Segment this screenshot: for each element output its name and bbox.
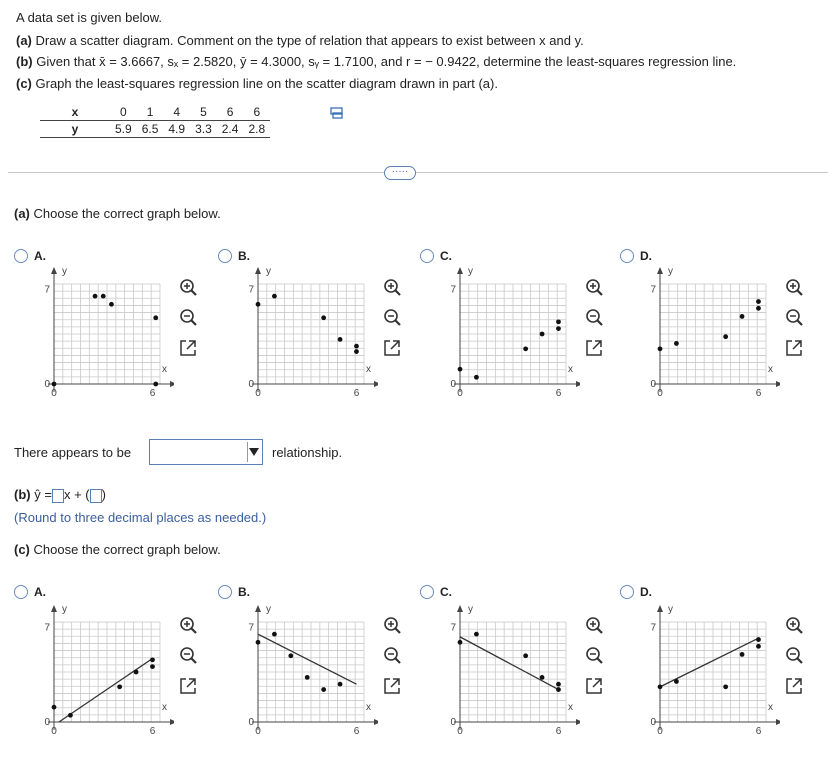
handle-shape [797, 320, 802, 325]
scatter-plot[interactable] [228, 262, 378, 412]
part-c-text: Graph the least-squares regression line on the scatter diagram drawn in part (a). [35, 76, 498, 91]
arrow-shape [593, 679, 601, 687]
graph-option-label: D. [640, 249, 652, 263]
x-plus-label: x + [63, 487, 82, 502]
graph-option-radio[interactable] [620, 249, 634, 263]
y-axis-arrow [255, 605, 261, 612]
x-header: x [71, 105, 79, 119]
data-point [674, 679, 679, 684]
zoom-out-icon[interactable] [784, 308, 804, 328]
handle-shape [797, 658, 802, 663]
data-point [723, 334, 728, 339]
handle-shape [597, 320, 602, 325]
x-axis-arrow [576, 381, 580, 387]
arrow-shape [793, 341, 801, 349]
y-axis-label: y [266, 266, 271, 277]
y-axis-label: y [668, 604, 673, 615]
x-zero-tick: 0 [51, 726, 57, 737]
handle-shape [395, 320, 400, 325]
y-axis-arrow [457, 605, 463, 612]
data-point [338, 337, 343, 342]
x-cell: 6 [253, 105, 261, 119]
scatter-plot[interactable] [430, 262, 580, 412]
x-zero-tick: 0 [457, 726, 463, 737]
arrow-shape [187, 341, 195, 349]
x-max-tick: 6 [555, 726, 562, 737]
popout-icon[interactable] [584, 338, 604, 358]
y-zero-tick: 0 [450, 379, 456, 390]
data-point [150, 664, 155, 669]
zoom-out-icon[interactable] [784, 646, 804, 666]
x-axis-arrow [374, 381, 378, 387]
arrow-shape [391, 679, 399, 687]
y-cell: 2.4 [221, 122, 239, 136]
data-point [321, 315, 326, 320]
y-max-tick: 7 [248, 284, 254, 296]
handle-shape [395, 658, 400, 663]
x-zero-tick: 0 [255, 726, 261, 737]
data-point [474, 375, 479, 380]
handle-shape [797, 628, 802, 633]
data-point [256, 640, 261, 645]
x-zero-tick: 0 [255, 388, 261, 399]
part-c-instruction [16, 76, 498, 91]
data-point [150, 657, 155, 662]
section-c-label: (c) [14, 542, 30, 557]
popout-icon[interactable] [382, 676, 402, 696]
more-button[interactable]: ····· [384, 166, 416, 180]
zoom-in-icon[interactable] [784, 278, 804, 298]
data-point [354, 344, 359, 349]
section-a-prompt [14, 206, 221, 221]
handle-shape [597, 658, 602, 663]
data-point [556, 319, 561, 324]
data-point [101, 294, 106, 299]
zoom-out-icon[interactable] [178, 308, 198, 328]
yhat-label: ŷ = [34, 487, 52, 502]
graph-option-radio[interactable] [14, 249, 28, 263]
table-row-y [40, 121, 270, 138]
data-point [338, 682, 343, 687]
x-axis-arrow [776, 381, 780, 387]
handle-shape [191, 628, 196, 633]
dropdown-divider [247, 442, 248, 462]
y-axis-label: y [668, 266, 673, 277]
data-point [68, 713, 73, 718]
data-point [288, 653, 293, 658]
graph-option-label: A. [34, 249, 46, 263]
x-axis-label: x [366, 702, 371, 713]
popout-icon[interactable] [178, 676, 198, 696]
arrow-shape [793, 679, 801, 687]
popout-icon[interactable] [784, 676, 804, 696]
data-point [740, 314, 745, 319]
x-axis-arrow [170, 719, 174, 725]
x-axis-arrow [374, 719, 378, 725]
data-point [723, 684, 728, 689]
y-zero-tick: 0 [650, 717, 656, 728]
section-a-label: (a) [14, 206, 30, 221]
y-max-tick: 7 [450, 622, 456, 634]
y-axis-arrow [657, 605, 663, 612]
handle-shape [597, 290, 602, 295]
part-b-instruction [16, 54, 736, 69]
x-axis-label: x [162, 702, 167, 713]
x-max-tick: 6 [353, 388, 360, 399]
x-axis-label: x [568, 702, 573, 713]
data-point [523, 653, 528, 658]
zoom-in-icon[interactable] [178, 616, 198, 636]
data-point [153, 382, 158, 387]
y-cell: 3.3 [195, 122, 212, 136]
zoom-out-icon[interactable] [584, 308, 604, 328]
x-axis-label: x [366, 364, 371, 375]
y-axis-arrow [51, 605, 57, 612]
y-axis-label: y [62, 604, 67, 615]
x-cell: 0 [120, 105, 127, 119]
y-zero-tick: 0 [248, 717, 254, 728]
y-max-tick: 7 [44, 284, 50, 296]
y-zero-tick: 0 [650, 379, 656, 390]
x-axis-label: x [768, 364, 773, 375]
data-point [117, 684, 122, 689]
handle-shape [191, 290, 196, 295]
zoom-in-icon[interactable] [784, 616, 804, 636]
graph-option-radio[interactable] [420, 249, 434, 263]
graph-option-radio[interactable] [620, 585, 634, 599]
data-point [52, 705, 57, 710]
data-point [93, 294, 98, 299]
y-cell: 6.5 [141, 122, 159, 136]
x-zero-tick: 0 [657, 388, 663, 399]
y-zero-tick: 0 [248, 379, 254, 390]
data-point [134, 670, 139, 675]
section-a-text: Choose the correct graph below. [33, 206, 221, 221]
regression-equation: (b) ŷ = x + ( ) [14, 487, 106, 502]
arrow-shape [391, 341, 399, 349]
x-max-tick: 6 [149, 388, 156, 399]
x-max-tick: 6 [555, 388, 562, 399]
relationship-suffix: relationship. [272, 445, 343, 460]
handle-shape [395, 290, 400, 295]
scatter-plot[interactable] [630, 262, 780, 412]
y-zero-tick: 0 [44, 717, 50, 728]
relationship-prefix: There appears to be [14, 445, 132, 460]
part-c-label: (c) [16, 76, 32, 91]
zoom-out-icon[interactable] [382, 646, 402, 666]
y-cell: 2.8 [248, 122, 266, 136]
popout-icon[interactable] [784, 338, 804, 358]
y-cell: 5.9 [115, 122, 132, 136]
y-max-tick: 7 [650, 284, 656, 296]
graph-option-label: C. [440, 249, 452, 263]
zoom-in-icon[interactable] [382, 616, 402, 636]
data-point [354, 349, 359, 354]
scatter-plot[interactable] [630, 600, 780, 750]
y-max-tick: 7 [44, 622, 50, 634]
data-point [556, 682, 561, 687]
handle-shape [395, 628, 400, 633]
y-max-tick: 7 [248, 622, 254, 634]
part-b-text: Given that x̄ = 3.6667, sₓ = 2.5820, ȳ = 4.3000, sᵧ = 1.7100, and r = − 0.9422, determine the least-squares regression line. [36, 54, 737, 69]
table-row-x [40, 104, 270, 121]
scatter-plot[interactable] [228, 600, 378, 750]
y-axis-arrow [457, 267, 463, 274]
x-max-tick: 6 [755, 726, 762, 737]
y-axis-label: y [468, 266, 473, 277]
data-point [272, 632, 277, 637]
handle-shape [597, 628, 602, 633]
y-axis-label: y [62, 266, 67, 277]
data-point [540, 332, 545, 337]
zoom-out-icon[interactable] [178, 646, 198, 666]
zoom-in-icon[interactable] [584, 278, 604, 298]
handle-shape [191, 658, 196, 663]
graph-option-label: C. [440, 585, 452, 599]
part-a-label: (a) [16, 33, 32, 48]
x-max-tick: 6 [755, 388, 762, 399]
x-axis-arrow [576, 719, 580, 725]
data-point [756, 299, 761, 304]
x-zero-tick: 0 [51, 388, 57, 399]
handle-shape [191, 320, 196, 325]
zoom-out-icon[interactable] [382, 308, 402, 328]
data-point [109, 302, 114, 307]
data-point [756, 644, 761, 649]
x-axis-arrow [170, 381, 174, 387]
regression-line [460, 637, 558, 690]
data-point [321, 687, 326, 692]
part-a-instruction [16, 33, 584, 48]
data-point [523, 346, 528, 351]
y-axis-arrow [657, 267, 663, 274]
x-zero-tick: 0 [657, 726, 663, 737]
arrow-shape [593, 341, 601, 349]
y-header: y [71, 122, 79, 136]
section-c-text: Choose the correct graph below. [33, 542, 221, 557]
graph-option-label: A. [34, 585, 46, 599]
data-point [305, 675, 310, 680]
rounding-note: (Round to three decimal places as needed.) [14, 510, 267, 525]
x-axis-label: x [768, 702, 773, 713]
handle-shape [797, 290, 802, 295]
x-axis-label: x [568, 364, 573, 375]
y-cell: 4.9 [168, 122, 186, 136]
scatter-plot[interactable] [24, 600, 174, 750]
x-cell: 6 [226, 105, 234, 119]
x-cell: 4 [173, 105, 181, 119]
data-point [52, 382, 57, 387]
data-point [556, 687, 561, 692]
y-zero-tick: 0 [450, 717, 456, 728]
chevron-down-icon [249, 448, 259, 456]
y-axis-label: y [266, 604, 271, 615]
graph-option-radio[interactable] [218, 249, 232, 263]
y-max-tick: 7 [650, 622, 656, 634]
intercept-input[interactable] [90, 489, 102, 503]
x-cell: 5 [200, 105, 207, 119]
data-point [458, 367, 463, 372]
zoom-out-icon[interactable] [584, 646, 604, 666]
y-max-tick: 7 [450, 284, 456, 296]
graph-option-radio[interactable] [218, 585, 232, 599]
x-cell: 1 [146, 105, 154, 119]
graph-option-radio[interactable] [420, 585, 434, 599]
graph-option-label: B. [238, 249, 250, 263]
data-point [153, 315, 158, 320]
slope-input[interactable] [52, 489, 64, 503]
section-b-label: (b) [14, 487, 31, 502]
popout-icon[interactable] [178, 338, 198, 358]
data-point [272, 294, 277, 299]
x-zero-tick: 0 [457, 388, 463, 399]
section-c-prompt [14, 542, 221, 557]
part-b-label: (b) [16, 54, 33, 69]
regression-line [59, 658, 153, 722]
graph-option-label: D. [640, 585, 652, 599]
graph-option-label: B. [238, 585, 250, 599]
data-point [458, 640, 463, 645]
data-point [756, 637, 761, 642]
x-max-tick: 6 [149, 726, 156, 737]
scatter-plot[interactable] [24, 262, 174, 412]
scatter-plot[interactable] [430, 600, 580, 750]
zoom-in-icon[interactable] [382, 278, 402, 298]
data-table [40, 104, 270, 138]
arrow-shape [187, 679, 195, 687]
x-max-tick: 6 [353, 726, 360, 737]
y-zero-tick: 0 [44, 379, 50, 390]
popout-icon[interactable] [584, 676, 604, 696]
copy-table-icon[interactable] [330, 107, 344, 119]
data-point [740, 652, 745, 657]
popout-icon[interactable] [382, 338, 402, 358]
zoom-in-icon[interactable] [584, 616, 604, 636]
y-axis-arrow [255, 267, 261, 274]
data-point [474, 632, 479, 637]
data-point [256, 302, 261, 307]
x-axis-arrow [776, 719, 780, 725]
data-point [658, 684, 663, 689]
relationship-dropdown[interactable] [149, 439, 263, 465]
data-point [756, 306, 761, 311]
zoom-in-icon[interactable] [178, 278, 198, 298]
graph-option-radio[interactable] [14, 585, 28, 599]
regression-line [660, 638, 758, 687]
section-divider [8, 172, 828, 173]
y-axis-arrow [51, 267, 57, 274]
data-point [658, 346, 663, 351]
x-axis-label: x [162, 364, 167, 375]
data-point [540, 675, 545, 680]
part-a-text: Draw a scatter diagram. Comment on the type of relation that appears to exist between x and y. [35, 33, 584, 48]
y-axis-label: y [468, 604, 473, 615]
data-point [556, 326, 561, 331]
data-point [674, 341, 679, 346]
intro-text: A data set is given below. [16, 10, 162, 25]
